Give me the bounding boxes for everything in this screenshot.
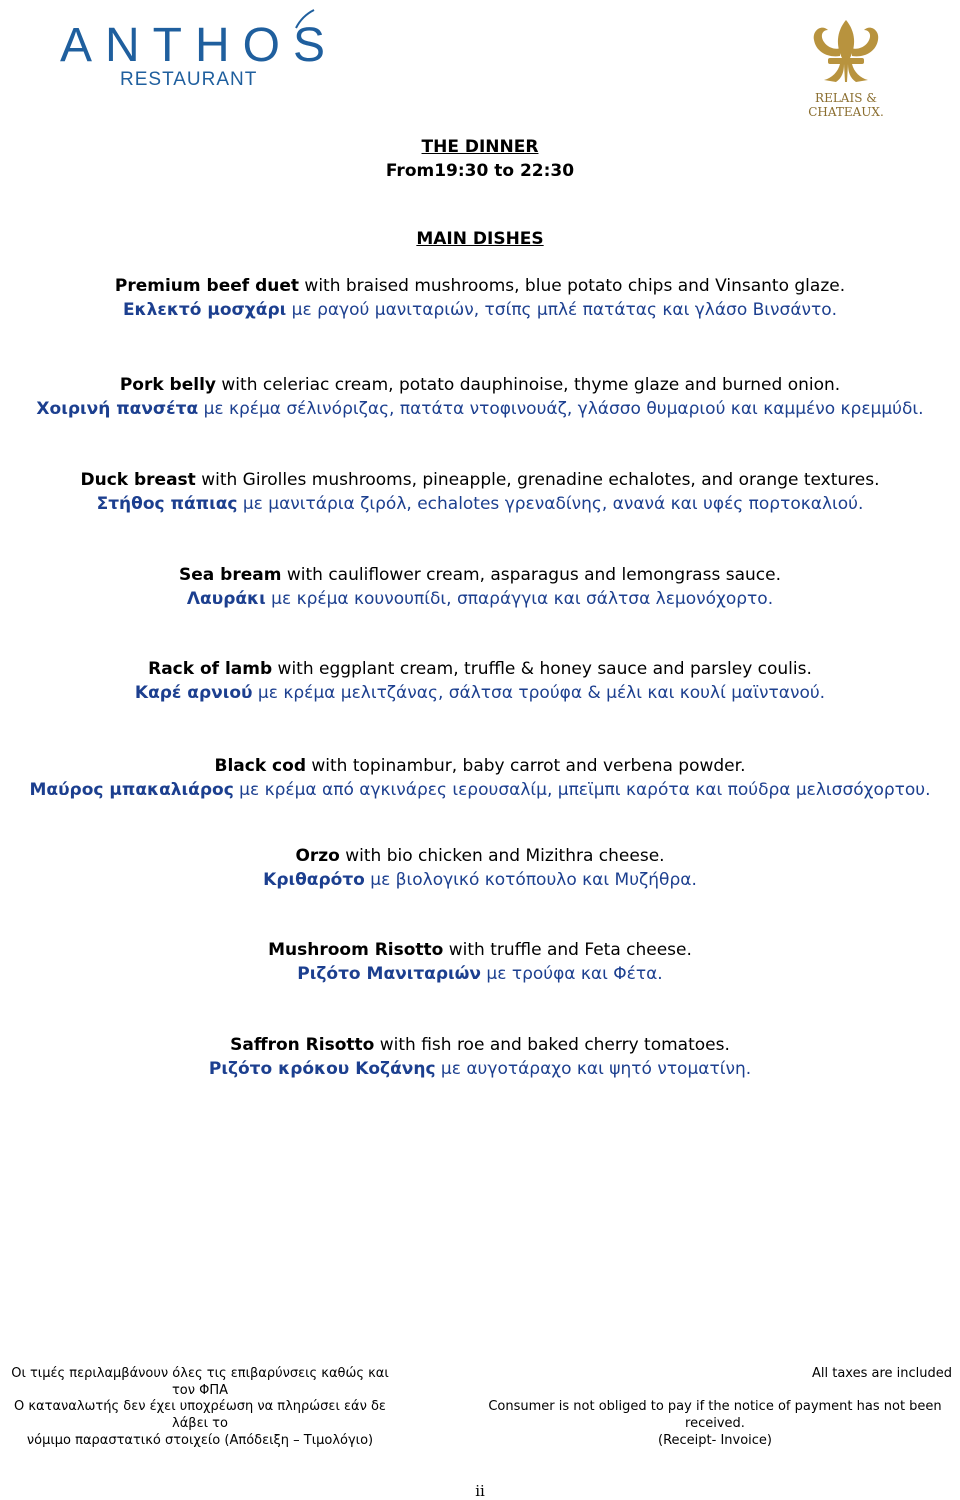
- dish-item: [0, 377, 960, 425]
- dish-en-desc: with bio chicken and Mizithra cheese.: [339, 846, 665, 866]
- anthos-logo-word: ANTHOS: [60, 19, 339, 72]
- dish-gr-desc: με τρούφα και Φέτα.: [481, 964, 663, 984]
- dish-en-desc: with fish roe and baked cherry tomatoes.: [374, 1035, 730, 1055]
- dish-en-line: [0, 942, 960, 966]
- dish-gr-name: Κριθαρότο: [263, 870, 365, 890]
- footer-receipt-english-line-1: Consumer is not obliged to pay if the notice of payment has not been received.: [488, 1399, 942, 1431]
- dish-gr-line: [0, 1061, 960, 1085]
- dish-gr-name: Μαύρος μπακαλιάρος: [29, 780, 234, 800]
- dish-gr-desc: με αυγοτάραχο και ψητό ντοματίνη.: [435, 1059, 752, 1079]
- dish-en-line: [0, 1037, 960, 1061]
- dish-item: [0, 1037, 960, 1085]
- dish-gr-desc: με κρέμα σέλινόριζας, πατάτα ντοφινουάζ, γλάσσο θυμαριού και καμμένο κρεμμύδι.: [198, 399, 924, 419]
- dish-en-name: Rack of lamb: [148, 659, 273, 679]
- dish-gr-desc: με κρέμα μελιτζάνας, σάλτσα τρούφα & μέλι και κουλί μαϊντανού.: [252, 683, 826, 703]
- dish-item: [0, 848, 960, 896]
- footer-receipt-greek-line-2: νόμιμο παραστατικό στοιχείο (Απόδειξη – Τιμολόγιο): [26, 1433, 374, 1448]
- dish-item: [0, 567, 960, 615]
- relais-chateaux-logo: [796, 14, 896, 124]
- dish-gr-desc: με μανιτάρια ζιρόλ, echalotes γρεναδίνης, ανανά και υφές πορτοκαλιού.: [237, 494, 864, 514]
- anthos-logo-subtitle: RESTAURANT: [120, 69, 258, 90]
- dish-en-line: [0, 278, 960, 302]
- dish-gr-desc: με βιολογικό κοτόπουλο και Μυζήθρα.: [364, 870, 697, 890]
- dish-en-desc: with Girolles mushrooms, pineapple, grenadine echalotes, and orange textures.: [195, 470, 880, 490]
- dish-gr-line: [0, 872, 960, 896]
- menu-title: THE DINNER: [421, 137, 539, 157]
- dish-gr-desc: με κρέμα από αγκινάρες ιερουσαλίμ, μπεϊμπι καρότα και πούδρα μελισσόχορτου.: [233, 780, 931, 800]
- fleur-de-lis-icon: [806, 18, 886, 86]
- dish-en-name: Duck breast: [80, 470, 196, 490]
- dish-gr-name: Λαυράκι: [186, 589, 266, 609]
- dish-en-name: Sea bream: [179, 565, 282, 585]
- dish-gr-line: [0, 685, 960, 709]
- dish-item: [0, 472, 960, 520]
- dish-gr-name: Ριζότο κρόκου Κοζάνης: [208, 1059, 436, 1079]
- dish-en-line: [0, 567, 960, 591]
- dish-gr-line: [0, 591, 960, 615]
- dish-en-desc: with celeriac cream, potato dauphinoise, thyme glaze and burned onion.: [216, 375, 841, 395]
- relais-logo-line-1: RELAIS &: [815, 91, 877, 105]
- dish-en-desc: with truffle and Feta cheese.: [443, 940, 692, 960]
- dish-gr-line: [0, 966, 960, 990]
- dish-en-desc: with eggplant cream, truffle & honey sauce and parsley coulis.: [272, 659, 812, 679]
- dish-gr-name: Στήθος πάπιας: [96, 494, 238, 514]
- dish-gr-name: Χοιρινή πανσέτα: [36, 399, 199, 419]
- dish-gr-name: Εκλεκτό μοσχάρι: [122, 300, 287, 320]
- page-number: ii: [475, 1482, 485, 1500]
- dish-en-desc: with braised mushrooms, blue potato chips and Vinsanto glaze.: [299, 276, 846, 296]
- dish-gr-desc: με ραγού μανιταριών, τσίπς μπλέ πατάτας και γλάσο Βινσάντο.: [286, 300, 838, 320]
- dish-gr-line: [0, 782, 960, 806]
- relais-logo-line-2: CHATEAUX.: [808, 105, 884, 119]
- dish-gr-name: Καρέ αρνιού: [134, 683, 253, 703]
- dish-item: [0, 661, 960, 709]
- dish-en-name: Saffron Risotto: [230, 1035, 375, 1055]
- dish-gr-line: [0, 496, 960, 520]
- dish-en-line: [0, 848, 960, 872]
- footer-receipt-greek: [0, 1398, 400, 1449]
- dish-item: [0, 278, 960, 326]
- logo-accent-icon: [292, 8, 318, 30]
- dish-en-name: Premium beef duet: [114, 276, 300, 296]
- dish-en-line: [0, 758, 960, 782]
- footer-receipt-english: [470, 1398, 960, 1449]
- dish-gr-line: [0, 302, 960, 326]
- service-hours: From19:30 to 22:30: [385, 161, 575, 181]
- dish-en-line: [0, 472, 960, 496]
- footer-receipt-english-line-2: (Receipt- Invoice): [658, 1433, 772, 1448]
- dish-en-desc: with cauliflower cream, asparagus and lemongrass sauce.: [281, 565, 781, 585]
- dish-item: [0, 758, 960, 806]
- dish-gr-name: Ριζότο Μανιταριών: [297, 964, 482, 984]
- footer-taxes-greek: Οι τιμές περιλαμβάνουν όλες τις επιβαρύνσεις καθώς και τον ΦΠΑ: [11, 1366, 389, 1398]
- section-title: MAIN DISHES: [416, 229, 544, 249]
- footer-receipt-greek-line-1: Ο καταναλωτής δεν έχει υποχρέωση να πληρώσει εάν δε λάβει το: [14, 1399, 386, 1431]
- dish-en-name: Orzo: [295, 846, 340, 866]
- dish-en-name: Black cod: [214, 756, 306, 776]
- dish-item: [0, 942, 960, 990]
- dish-en-desc: with topinambur, baby carrot and verbena powder.: [305, 756, 746, 776]
- footer-taxes-english: All taxes are included: [811, 1366, 952, 1381]
- dish-en-name: Pork belly: [119, 375, 216, 395]
- dish-en-line: [0, 661, 960, 685]
- dish-gr-desc: με κρέμα κουνουπίδι, σπαράγγια και σάλτσα λεμονόχορτο.: [265, 589, 774, 609]
- dish-en-line: [0, 377, 960, 401]
- dish-gr-line: [0, 401, 960, 425]
- dish-en-name: Mushroom Risotto: [268, 940, 444, 960]
- anthos-logo: [60, 18, 360, 98]
